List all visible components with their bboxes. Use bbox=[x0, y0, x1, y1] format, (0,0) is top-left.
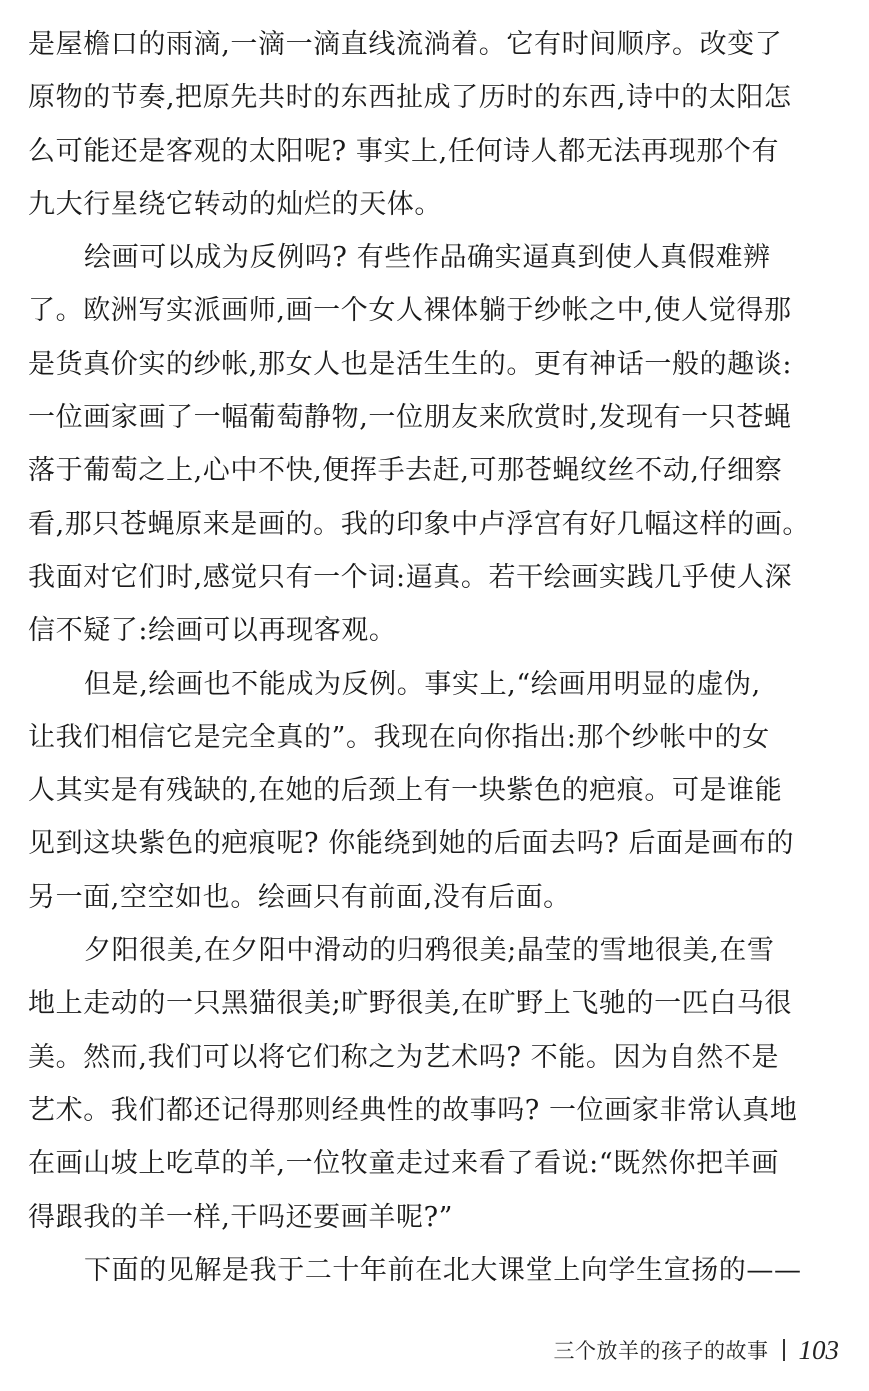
text-line: 见到这块紫色的疤痕呢? 你能绕到她的后面去吗? 后面是画布的 bbox=[28, 828, 795, 860]
text-line: 让我们相信它是完全真的”。我现在向你指出:那个纱帐中的女 bbox=[28, 721, 770, 753]
paragraph-first-line: 但是,绘画也不能成为反例。事实上,“绘画用明显的虚伪, bbox=[84, 668, 761, 700]
page-footer bbox=[554, 1330, 840, 1370]
paragraph-first-line: 下面的见解是我于二十年前在北大课堂上向学生宣扬的—— bbox=[84, 1254, 802, 1286]
text-line: 是屋檐口的雨滴,一滴一滴直线流淌着。它有时间顺序。改变了 bbox=[28, 29, 783, 60]
paragraph-first-line: 绘画可以成为反例吗? 有些作品确实逼真到使人真假难辨 bbox=[84, 242, 771, 274]
footer-divider bbox=[783, 1339, 785, 1361]
text-line: 另一面,空空如也。绘画只有前面,没有后面。 bbox=[28, 881, 571, 913]
text-line: 了。欧洲写实派画师,画一个女人裸体躺于纱帐之中,使人觉得那 bbox=[28, 295, 792, 327]
text-line: 九大行星绕它转动的灿烂的天体。 bbox=[28, 188, 442, 220]
page-body bbox=[28, 18, 840, 1297]
text-line: 一位画家画了一幅葡萄静物,一位朋友来欣赏时,发现有一只苍蝇 bbox=[28, 402, 792, 434]
text-line: 美。然而,我们可以将它们称之为艺术吗? 不能。因为自然不是 bbox=[28, 1041, 780, 1073]
text-line: 看,那只苍蝇原来是画的。我的印象中卢浮宫有好几幅这样的画。 bbox=[28, 508, 810, 540]
text-line: 人其实是有残缺的,在她的后颈上有一块紫色的疤痕。可是谁能 bbox=[28, 775, 783, 807]
page-number: 103 bbox=[798, 1334, 839, 1365]
text-line: 落于葡萄之上,心中不快,便挥手去赶,可那苍蝇纹丝不动,仔细察 bbox=[28, 455, 783, 487]
text-line: 是货真价实的纱帐,那女人也是活生生的。更有神话一般的趣谈: bbox=[28, 348, 793, 380]
text-line: 艺术。我们都还记得那则经典性的故事吗? 一位画家非常认真地 bbox=[28, 1094, 798, 1126]
text-line: 么可能还是客观的太阳呢? 事实上,任何诗人都无法再现那个有 bbox=[28, 135, 780, 167]
text-line: 得跟我的羊一样,干吗还要画羊呢?” bbox=[28, 1201, 454, 1233]
text-line: 信不疑了:绘画可以再现客观。 bbox=[28, 615, 397, 647]
paragraph-first-line: 夕阳很美,在夕阳中滑动的归鸦很美;晶莹的雪地很美,在雪 bbox=[84, 935, 775, 967]
running-title: 三个放羊的孩子的故事 bbox=[553, 1339, 769, 1363]
text-line: 地上走动的一只黑猫很美;旷野很美,在旷野上飞驰的一匹白马很 bbox=[28, 988, 793, 1020]
text-line: 我面对它们时,感觉只有一个词:逼真。若干绘画实践几乎使人深 bbox=[28, 561, 793, 593]
text-line: 在画山坡上吃草的羊,一位牧童走过来看了看说:“既然你把羊画 bbox=[28, 1148, 779, 1180]
text-line: 原物的节奏,把原先共时的东西扯成了历时的东西,诗中的太阳怎 bbox=[28, 82, 792, 114]
